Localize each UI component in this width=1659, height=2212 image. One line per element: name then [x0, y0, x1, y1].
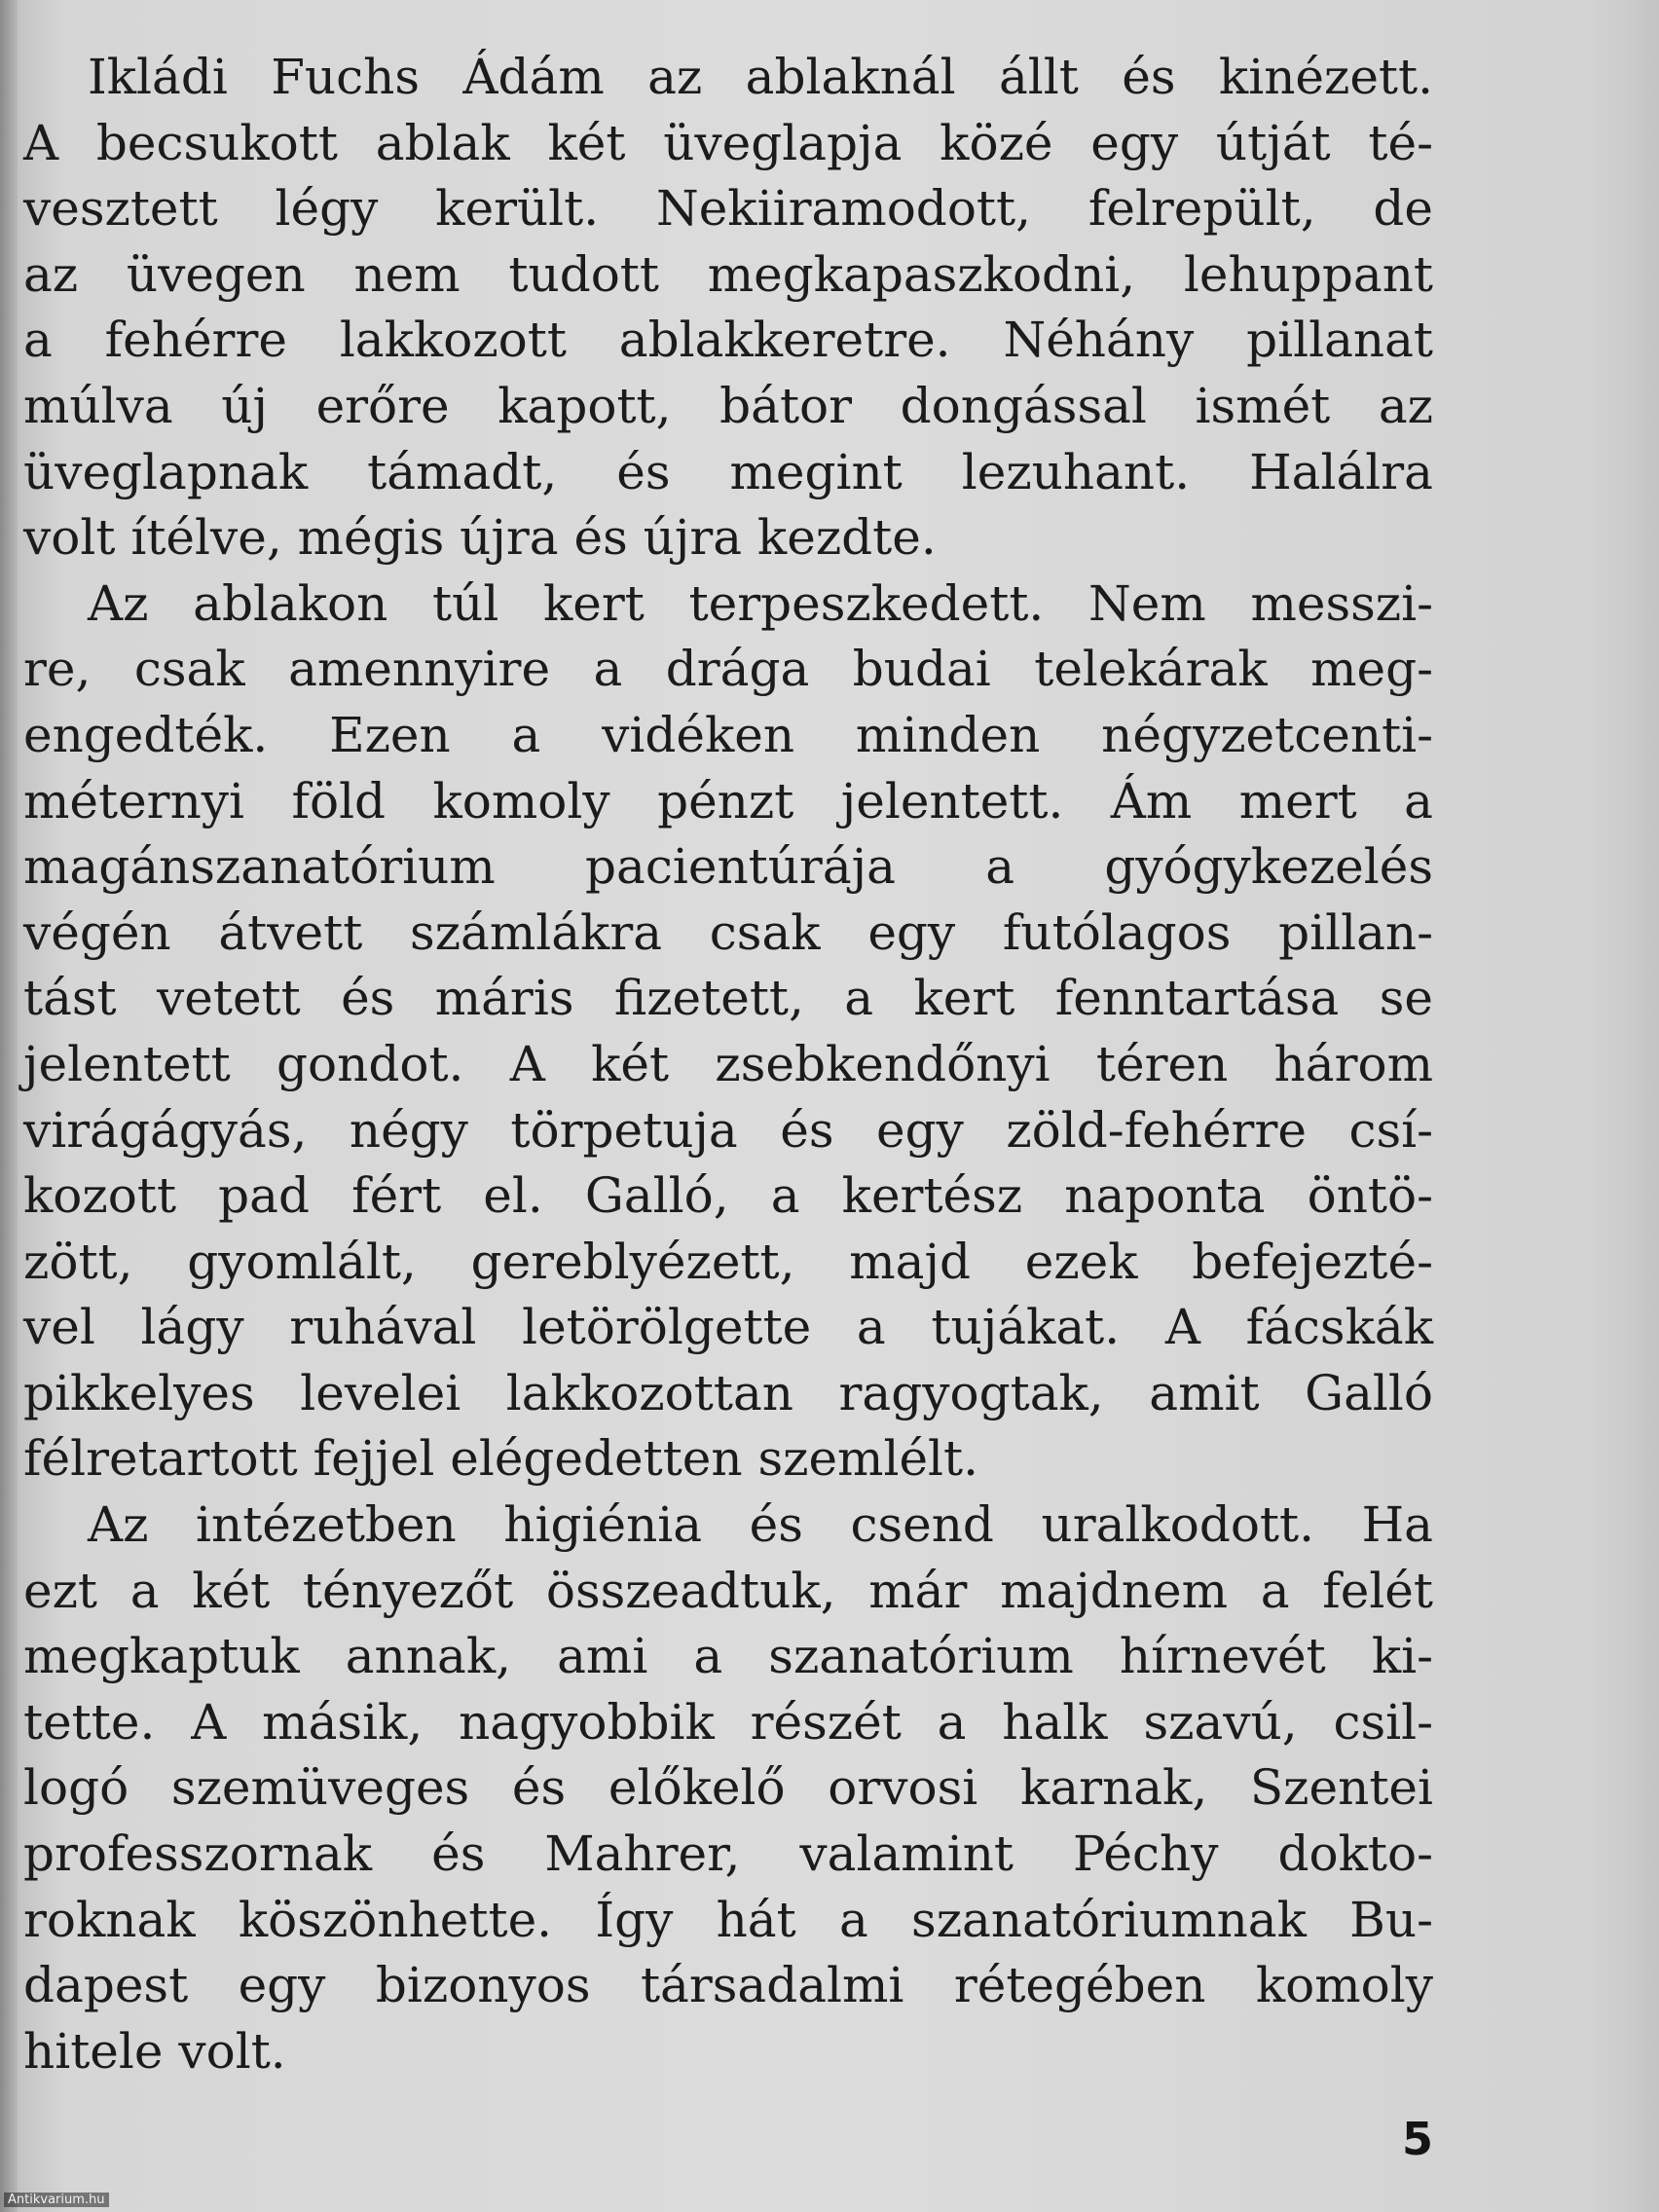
text-line: re, csak amennyire a drága budai telekárak meg-	[23, 641, 1433, 698]
text-line: zött, gyomlált, gereblyézett, majd ezek befejezté-	[23, 1233, 1433, 1290]
watermark: Antikvarium.hu	[4, 2193, 109, 2207]
text-line: tást vetett és máris fizetett, a kert fenntartása se	[23, 970, 1433, 1027]
page-body	[23, 45, 1433, 2084]
text-line: roknak köszönhette. Így hát a szanatóriumnak Bu-	[23, 1891, 1433, 1948]
paragraph-1	[23, 45, 1433, 571]
text-line: A becsukott ablak két üveglapja közé egy útját té-	[23, 114, 1433, 171]
text-line: Ikládi Fuchs Ádám az ablaknál állt és kinézett.	[88, 49, 1433, 105]
text-line: az üvegen nem tudott megkapaszkodni, lehuppant	[23, 245, 1433, 303]
text-line: dapest egy bizonyos társadalmi rétegében komoly	[23, 1957, 1433, 2014]
text-line: végén átvett számlákra csak egy futólagos pillan-	[23, 903, 1433, 961]
text-line: professzornak és Mahrer, valamint Péchy dokto-	[23, 1825, 1433, 1883]
text-line: hitele volt.	[23, 2022, 286, 2080]
text-line: méternyi föld komoly pénzt jelentett. Ám mert a	[23, 772, 1433, 830]
paragraph-3	[23, 1493, 1433, 2084]
text-line: Az ablakon túl kert terpeszkedett. Nem messzi-	[88, 574, 1433, 632]
text-line: engedték. Ezen a vidéken minden négyzetcenti-	[23, 706, 1433, 763]
text-line: kozott pad fért el. Galló, a kertész naponta öntö-	[23, 1167, 1433, 1225]
book-spine-shadow	[0, 0, 18, 2212]
text-line: jelentett gondot. A két zsebkendőnyi téren három	[23, 1035, 1433, 1092]
text-line: vesztett légy került. Nekiiramodott, felrepült, de	[23, 180, 1433, 238]
text-line: megkaptuk annak, ami a szanatórium hírnevét ki-	[23, 1628, 1433, 1685]
text-line: pikkelyes levelei lakkozottan ragyogtak, amit Galló	[23, 1364, 1433, 1421]
text-line: virágágyás, négy törpetuja és egy zöld-fehérre csí-	[23, 1101, 1433, 1159]
text-line: múlva új erőre kapott, bátor dongással ismét az	[23, 377, 1433, 434]
paragraph-2	[23, 571, 1433, 1493]
text-line: Az intézetben higiénia és csend uralkodott. Ha	[88, 1496, 1433, 1554]
text-line: volt ítélve, mégis újra és újra kezdte.	[23, 509, 937, 567]
page-number: 5	[1402, 2113, 1434, 2165]
text-line: üveglapnak támadt, és megint lezuhant. Halálra	[23, 443, 1433, 500]
text-line: logó szemüveges és előkelő orvosi karnak, Szentei	[23, 1759, 1433, 1817]
text-line: vel lágy ruhával letörölgette a tujákat. A fácskák	[23, 1299, 1433, 1356]
text-line: ezt a két tényezőt összeadtuk, már majdnem a felét	[23, 1562, 1433, 1619]
text-line: a fehérre lakkozott ablakkeretre. Néhány pillanat	[23, 312, 1433, 369]
text-line: magánszanatórium pacientúrája a gyógykezelés	[23, 838, 1433, 896]
text-line: félretartott fejjel elégedetten szemlélt.	[23, 1430, 979, 1488]
text-line: tette. A másik, nagyobbik részét a halk szavú, csil-	[23, 1693, 1433, 1751]
